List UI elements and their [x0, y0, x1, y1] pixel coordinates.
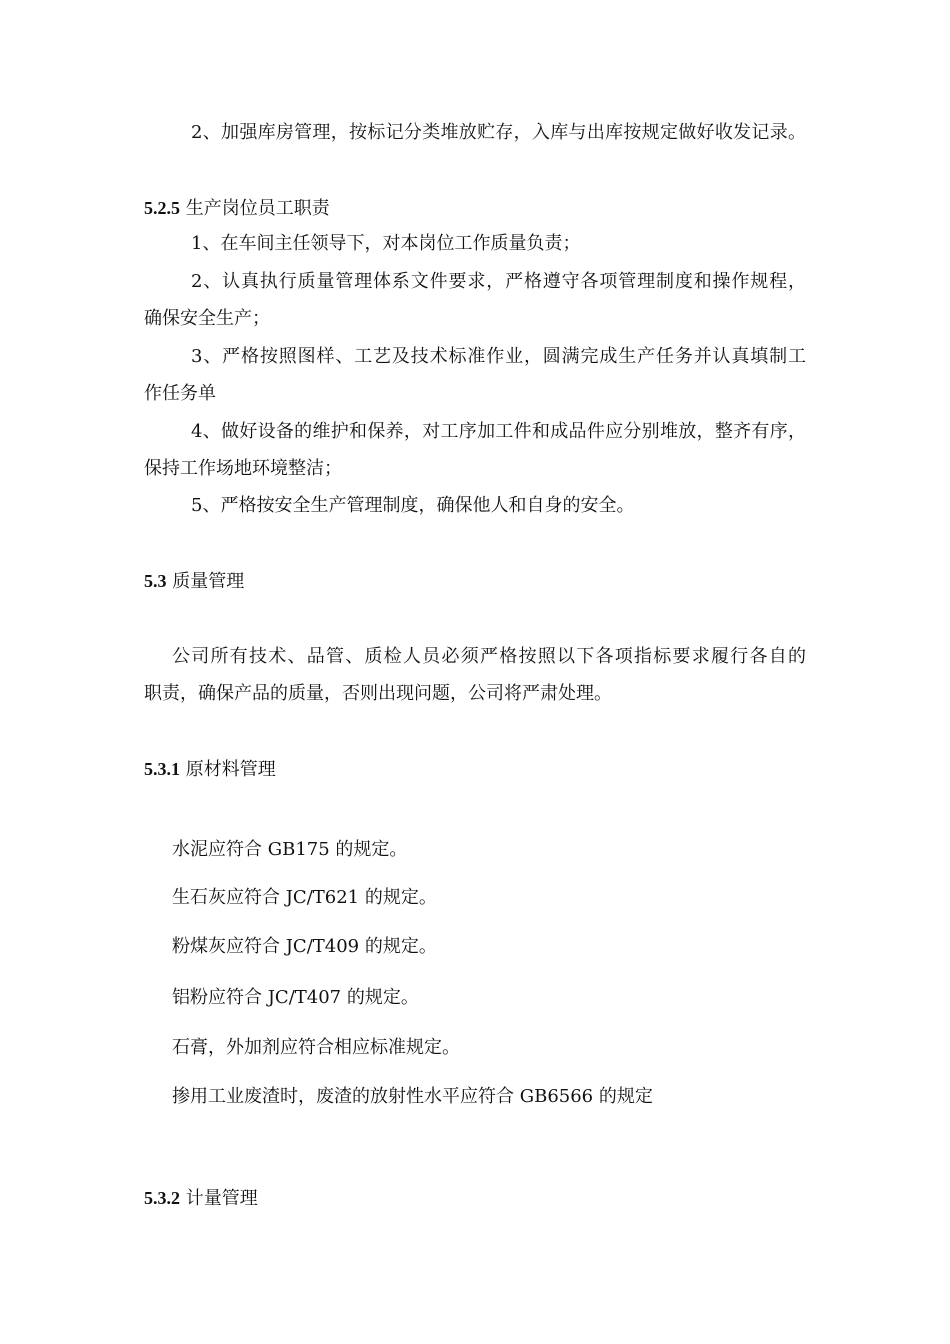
list-item: 1、在车间主任领导下，对本岗位工作质量负责；: [191, 233, 581, 254]
material-spec-fly-ash: 粉煤灰应符合 JC/T409 的规定。: [172, 936, 437, 957]
list-item: 5、严格按安全生产管理制度，确保他人和自身的安全。: [191, 495, 635, 516]
material-spec-gypsum-admixture: 石膏，外加剂应符合相应标准规定。: [172, 1037, 460, 1058]
list-item-continuation: 作任务单: [144, 383, 216, 404]
paragraph-intro: 公司所有技术、品管、质检人员必须严格按照以下各项指标要求履行各自的: [172, 646, 806, 667]
paragraph-storage-item-2: 2、加强库房管理，按标记分类堆放贮存，入库与出库按规定做好收发记录。: [191, 122, 806, 143]
material-spec-quicklime: 生石灰应符合 JC/T621 的规定。: [172, 887, 437, 908]
section-title: 计量管理: [180, 1188, 258, 1209]
material-spec-industrial-waste: 掺用工业废渣时，废渣的放射性水平应符合 GB6566 的规定: [172, 1086, 653, 1107]
list-item: 4、做好设备的维护和保养，对工序加工件和成品件应分别堆放，整齐有序，: [191, 421, 806, 442]
section-number: 5.2.5: [144, 198, 180, 218]
section-heading-5-3-1: [144, 757, 276, 782]
section-heading-5-3: [144, 569, 244, 594]
material-spec-cement: 水泥应符合 GB175 的规定。: [172, 839, 408, 860]
list-item-continuation: 保持工作场地环境整洁；: [144, 458, 342, 479]
section-title: 质量管理: [166, 571, 245, 592]
section-number: 5.3: [144, 571, 167, 591]
section-heading-5-3-2: [144, 1186, 258, 1211]
list-item-continuation: 确保安全生产；: [144, 308, 270, 329]
paragraph-intro-continuation: 职责，确保产品的质量，否则出现问题，公司将严肃处理。: [144, 683, 612, 704]
list-item: 3、严格按照图样、工艺及技术标准作业，圆满完成生产任务并认真填制工: [191, 346, 806, 367]
section-title: 生产岗位员工职责: [180, 198, 330, 219]
section-heading-5-2-5: [144, 196, 330, 221]
section-number: 5.3.1: [144, 759, 180, 779]
material-spec-aluminum-powder: 铝粉应符合 JC/T407 的规定。: [172, 987, 419, 1008]
section-title: 原材料管理: [180, 759, 276, 780]
list-item: 2、认真执行质量管理体系文件要求，严格遵守各项管理制度和操作规程，: [191, 271, 806, 292]
section-number: 5.3.2: [144, 1188, 180, 1208]
